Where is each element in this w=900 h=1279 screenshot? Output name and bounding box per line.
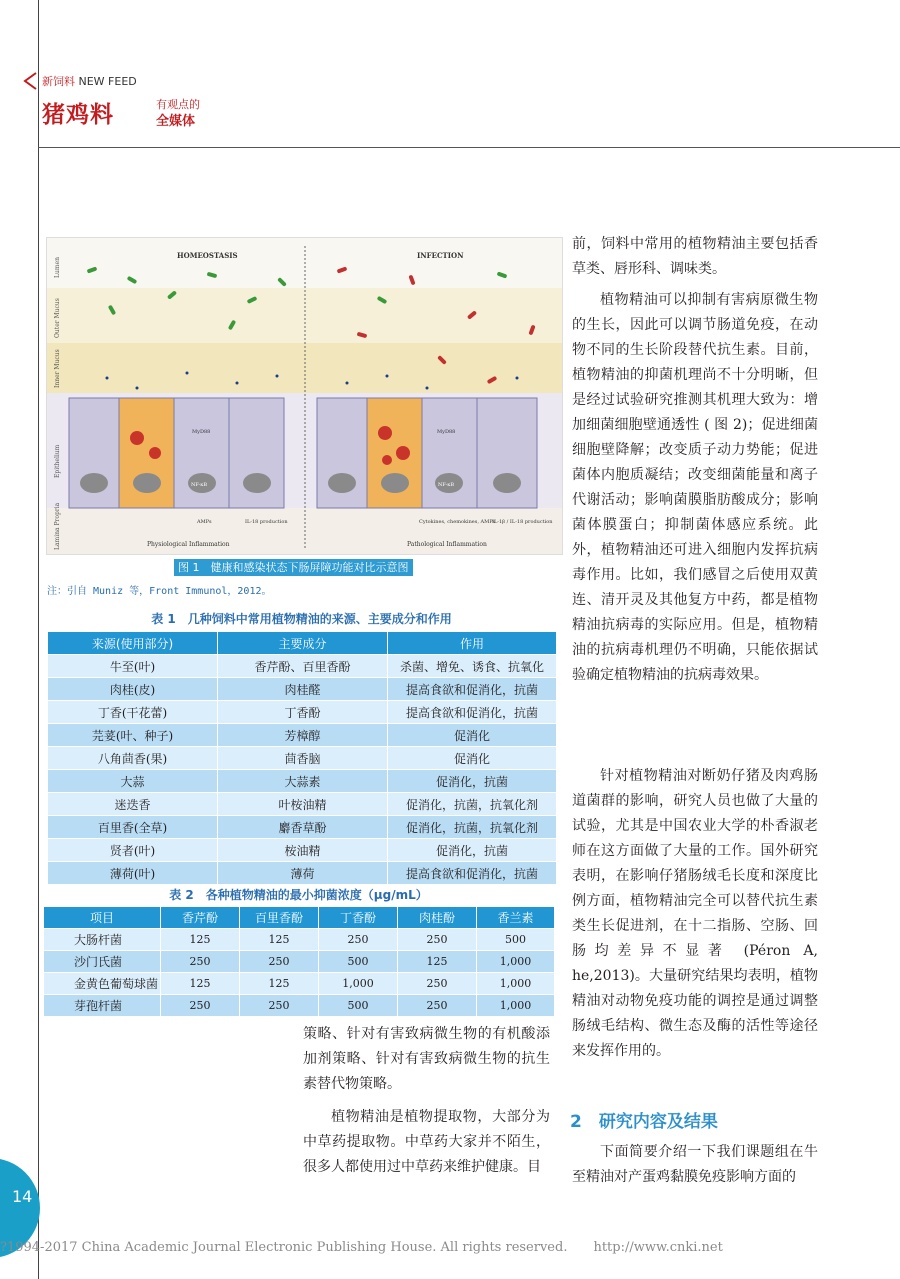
table-cell: 250 xyxy=(319,929,398,951)
table-cell: 薄荷 xyxy=(218,862,388,885)
table-cell: 迷迭香 xyxy=(48,793,218,816)
copyright-footer: ?1994-2017 China Academic Journal Electronic Publishing House. All rights reserved. http://www.cnki.net xyxy=(0,1240,723,1255)
brand-logo: 猪鸡料 xyxy=(42,102,114,128)
nfkb-label-right: NF-κB xyxy=(438,482,455,488)
table-cell: 促消化，抗菌，抗氧化剂 xyxy=(388,793,557,816)
table-cell: 贤者(叶) xyxy=(48,839,218,862)
table-cell: 薄荷(叶) xyxy=(48,862,218,885)
essential-oil-table xyxy=(47,631,557,885)
table-cell: 沙门氏菌 xyxy=(44,951,161,973)
table-row xyxy=(44,951,555,973)
table-header-cell: 主要成分 xyxy=(218,632,388,655)
magazine-name xyxy=(42,73,137,89)
table2-title: 表 2 各种植物精油的最小抑菌浓度（μg/mL） xyxy=(169,888,428,902)
table-cell: 500 xyxy=(319,951,398,973)
table-row xyxy=(48,862,557,885)
table-row xyxy=(48,839,557,862)
table-cell: 250 xyxy=(161,951,240,973)
left-bottom-label: Physiological Inflammation xyxy=(147,541,230,548)
table-cell: 促消化，抗菌 xyxy=(388,839,557,862)
table-cell: 大肠杆菌 xyxy=(44,929,161,951)
table-header-cell: 项目 xyxy=(44,907,161,929)
table-cell: 大蒜 xyxy=(48,770,218,793)
table-header-cell: 百里香酚 xyxy=(240,907,319,929)
table-cell: 杀菌、增免、诱食、抗氧化 xyxy=(388,655,557,678)
right-paragraph-1: 前，饲料中常用的植物精油主要包括香草类、唇形科、调味类。 xyxy=(572,236,818,277)
table-cell: 125 xyxy=(161,973,240,995)
table-cell: 250 xyxy=(398,995,477,1017)
table-cell: 百里香(全草) xyxy=(48,816,218,839)
table-header-row xyxy=(48,632,557,655)
amps-label: AMPs xyxy=(197,519,212,525)
table-cell: 香芹酚、百里香酚 xyxy=(218,655,388,678)
table-row xyxy=(44,973,555,995)
table-header-cell: 丁香酚 xyxy=(319,907,398,929)
slogan-line-1: 有观点的 xyxy=(156,98,200,111)
table-cell: 1,000 xyxy=(477,995,555,1017)
table-header-row xyxy=(44,907,555,929)
table-cell: 1,000 xyxy=(477,951,555,973)
table-cell: 提高食欲和促消化，抗菌 xyxy=(388,678,557,701)
table-cell: 肉桂醛 xyxy=(218,678,388,701)
table-cell: 1,000 xyxy=(477,973,555,995)
slogan-line-2: 全媒体 xyxy=(156,114,196,129)
table-cell: 八角茴香(果) xyxy=(48,747,218,770)
table-cell: 500 xyxy=(319,995,398,1017)
section-heading: 2 研究内容及结果 xyxy=(570,1112,718,1132)
table-cell: 金黄色葡萄球菌 xyxy=(44,973,161,995)
table-header-cell: 来源(使用部分) xyxy=(48,632,218,655)
figure-right-title: INFECTION xyxy=(417,251,464,260)
table-header-cell: 香芹酚 xyxy=(161,907,240,929)
table-cell: 250 xyxy=(240,951,319,973)
intestinal-barrier-figure xyxy=(46,237,563,555)
layer-label-lamina: Lamina Propria xyxy=(54,502,61,550)
table-cell: 促消化 xyxy=(388,747,557,770)
layer-label-epithelium: Epithelium xyxy=(54,444,61,478)
right-paragraph-2: 植物精油可以抑制有害病原微生物的生长，因此可以调节肠道免疫，在动物不同的生长阶段替代抗生素。目前，植物精油的抑菌机理尚不十分明晰，但是经过试验研究推测其机理大致为：增加细菌细胞壁通透性 ( 图 2)；促进细菌细胞壁降解；改变质子动力势能；促进菌体内胞质凝结；改变细菌能量和离子代谢活动；影响菌膜脂肪酸成分；影响菌体膜蛋白；抑制菌体感应系统。此外，植物精油还可进入细胞内发挥抗病毒作用。比如，我们感冒之后使用双黄连、清开灵及其他复方中药，都是植物精油抗病毒的实际应用。但是，植物精油的抗病毒机理仍不明确，只能依据试验确定植物精油的抗病毒效果。 xyxy=(572,292,818,683)
table-row xyxy=(48,724,557,747)
il18-label: IL-18 production xyxy=(245,519,288,525)
table-cell: 提高食欲和促消化，抗菌 xyxy=(388,862,557,885)
table-cell: 大蒜素 xyxy=(218,770,388,793)
magazine-name-cn: 新饲料 xyxy=(42,75,75,88)
table-cell: 芽孢杆菌 xyxy=(44,995,161,1017)
table-cell: 125 xyxy=(240,929,319,951)
left-paragraph-2: 植物精油是植物提取物，大部分为中草药提取物。中草药大家并不陌生，很多人都使用过中草药来维护健康。目 xyxy=(303,1109,550,1175)
left-margin-line xyxy=(38,0,39,1279)
table-row xyxy=(48,770,557,793)
layer-label-outer: Outer Mucus xyxy=(54,298,61,338)
table-cell: 促消化，抗菌，抗氧化剂 xyxy=(388,816,557,839)
table-cell: 125 xyxy=(398,951,477,973)
figure-note: 注：引自 Muniz 等，Front Immunol，2012。 xyxy=(47,586,272,597)
table-row xyxy=(44,995,555,1017)
nfkb-label-left: NF-κB xyxy=(191,482,208,488)
figure-left-title: HOMEOSTASIS xyxy=(177,251,238,260)
chevron-left-icon xyxy=(22,72,38,90)
table-header-cell: 香兰素 xyxy=(477,907,555,929)
right-bottom-label: Pathological Inflammation xyxy=(407,541,487,548)
intestinal-barrier-diagram xyxy=(47,238,563,555)
myd88-label-left: MyD88 xyxy=(192,429,211,435)
figure-caption: 图 1 健康和感染状态下肠屏障功能对比示意图 xyxy=(174,559,413,576)
table-cell: 桉油精 xyxy=(218,839,388,862)
right-paragraph-3: 针对植物精油对断奶仔猪及肉鸡肠道菌群的影响，研究人员也做了大量的试验，尤其是中国农业大学的朴香淑老师在这方面做了大量的工作。国外研究表明，在影响仔猪肠绒毛长度和深度比例方面，植物精油完全可以替代抗生素类生长促进剂，在十二指肠、空肠、回肠均差异不显著 (Péron A, he,2013)。大量研究结果均表明，植物精油对动物免疫功能的调控是通过调整肠绒毛结构、微生态及酶的活性等途径来发挥作用的。 xyxy=(572,768,818,1059)
header-rule xyxy=(38,147,900,148)
table-row xyxy=(48,816,557,839)
cytokines-label: Cytokines, chemokines, AMPs xyxy=(419,519,496,525)
myd88-label-right: MyD88 xyxy=(437,429,456,435)
table-header-cell: 作用 xyxy=(388,632,557,655)
table-cell: 牛至(叶) xyxy=(48,655,218,678)
magazine-name-en: NEW FEED xyxy=(78,75,137,88)
table-cell: 125 xyxy=(240,973,319,995)
il1b-label: IL-1β / IL-18 production xyxy=(492,519,553,525)
table-row xyxy=(48,678,557,701)
table-cell: 叶桉油精 xyxy=(218,793,388,816)
table-cell: 500 xyxy=(477,929,555,951)
table-cell: 250 xyxy=(398,973,477,995)
table-cell: 125 xyxy=(161,929,240,951)
table-row xyxy=(48,701,557,724)
layer-label-inner: Inner Mucus xyxy=(54,349,61,388)
layer-label-lumen: Lumen xyxy=(54,257,61,278)
table-cell: 芳樟醇 xyxy=(218,724,388,747)
table-cell: 麝香草酚 xyxy=(218,816,388,839)
table-row xyxy=(48,747,557,770)
table-cell: 肉桂(皮) xyxy=(48,678,218,701)
table-cell: 250 xyxy=(398,929,477,951)
table-cell: 1,000 xyxy=(319,973,398,995)
table-cell: 250 xyxy=(240,995,319,1017)
table-cell: 丁香酚 xyxy=(218,701,388,724)
table-cell: 茴香脑 xyxy=(218,747,388,770)
table-row xyxy=(48,655,557,678)
page-number: 14 xyxy=(12,1187,33,1206)
table-cell: 250 xyxy=(161,995,240,1017)
right-paragraph-4: 下面简要介绍一下我们课题组在牛至精油对产蛋鸡黏膜免疫影响方面的 xyxy=(572,1144,818,1185)
table-cell: 促消化 xyxy=(388,724,557,747)
table-cell: 芫荽(叶、种子) xyxy=(48,724,218,747)
table-cell: 促消化，抗菌 xyxy=(388,770,557,793)
mic-table xyxy=(43,906,555,1017)
table-row xyxy=(48,793,557,816)
table-cell: 丁香(干花蕾) xyxy=(48,701,218,724)
table-header-cell: 肉桂酚 xyxy=(398,907,477,929)
left-paragraph-1: 策略、针对有害致病微生物的有机酸添加剂策略、针对有害致病微生物的抗生素替代物策略。 xyxy=(303,1026,550,1092)
table1-title: 表 1 几种饲料中常用植物精油的来源、主要成分和作用 xyxy=(151,612,452,626)
table-row xyxy=(44,929,555,951)
table-cell: 提高食欲和促消化，抗菌 xyxy=(388,701,557,724)
